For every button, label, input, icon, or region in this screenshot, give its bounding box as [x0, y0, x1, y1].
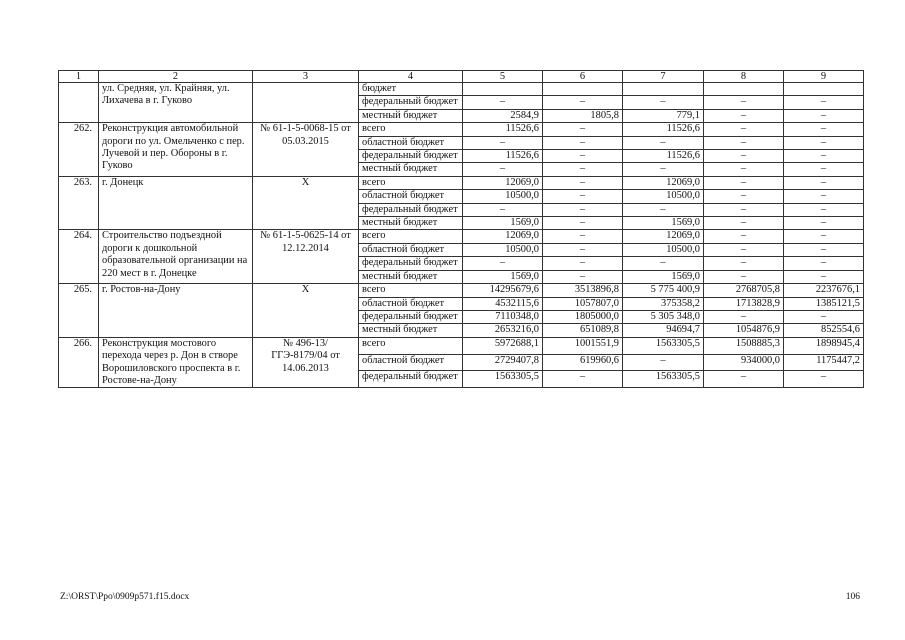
- row-number: 264.: [59, 230, 99, 284]
- amount-cell: 1569,0: [463, 270, 543, 283]
- amount-cell: –: [623, 163, 704, 176]
- amount-cell: 10500,0: [463, 190, 543, 203]
- row-number: 263.: [59, 176, 99, 230]
- amount-cell: –: [704, 203, 784, 216]
- amount-cell: –: [784, 150, 864, 163]
- column-header: 4: [359, 71, 463, 83]
- amount-cell: –: [784, 163, 864, 176]
- amount-cell: –: [784, 243, 864, 256]
- amount-cell: 1508885,3: [704, 337, 784, 354]
- amount-cell: –: [543, 123, 623, 136]
- approval-document: № 61-1-5-0068-15 от 05.03.2015: [253, 123, 359, 177]
- row-number: 265.: [59, 284, 99, 338]
- amount-cell: 4532115,6: [463, 297, 543, 310]
- amount-cell: 12069,0: [463, 230, 543, 243]
- funding-source: федеральный бюджет: [359, 257, 463, 270]
- funding-source: местный бюджет: [359, 270, 463, 283]
- amount-cell: 1054876,9: [704, 324, 784, 337]
- amount-cell: –: [623, 136, 704, 149]
- amount-cell: –: [704, 176, 784, 189]
- amount-cell: –: [704, 136, 784, 149]
- amount-cell: –: [463, 203, 543, 216]
- amount-cell: –: [543, 190, 623, 203]
- amount-cell: –: [704, 150, 784, 163]
- amount-cell: [704, 83, 784, 96]
- amount-cell: 1175447,2: [784, 354, 864, 371]
- amount-cell: –: [704, 371, 784, 388]
- funding-source: всего: [359, 123, 463, 136]
- funding-source: федеральный бюджет: [359, 96, 463, 109]
- funding-source: всего: [359, 176, 463, 189]
- amount-cell: 94694,7: [623, 324, 704, 337]
- amount-cell: –: [543, 163, 623, 176]
- funding-source: всего: [359, 337, 463, 354]
- column-header: 5: [463, 71, 543, 83]
- page-number: 106: [845, 592, 860, 602]
- amount-cell: 2237676,1: [784, 284, 864, 297]
- amount-cell: 1057807,0: [543, 297, 623, 310]
- amount-cell: 7110348,0: [463, 310, 543, 323]
- amount-cell: –: [784, 257, 864, 270]
- amount-cell: –: [704, 217, 784, 230]
- table-row: [59, 123, 864, 136]
- object-name: Реконструкция автомобильной дороги по ул. Омельченко с пер. Лучевой и пер. Обороны в г. Гуково: [99, 123, 253, 177]
- amount-cell: 1805000,0: [543, 310, 623, 323]
- amount-cell: 11526,6: [623, 123, 704, 136]
- amount-cell: –: [543, 176, 623, 189]
- object-name: Реконструкция мостового перехода через р. Дон в створе Ворошиловского проспекта в г. Ростове-на-Дону: [99, 337, 253, 388]
- amount-cell: 3513896,8: [543, 284, 623, 297]
- funding-source: всего: [359, 230, 463, 243]
- table-row: [59, 230, 864, 243]
- table-row: [59, 176, 864, 189]
- amount-cell: –: [784, 230, 864, 243]
- amount-cell: 2729407,8: [463, 354, 543, 371]
- table-row: [59, 337, 864, 354]
- funding-source: областной бюджет: [359, 190, 463, 203]
- amount-cell: 2768705,8: [704, 284, 784, 297]
- amount-cell: 934000,0: [704, 354, 784, 371]
- amount-cell: –: [704, 109, 784, 122]
- funding-source: федеральный бюджет: [359, 150, 463, 163]
- table-row: [59, 83, 864, 96]
- approval-document: № 496-13/ ГГЭ-8179/04 от 14.06.2013: [253, 337, 359, 388]
- amount-cell: 1569,0: [623, 217, 704, 230]
- amount-cell: 5 775 400,9: [623, 284, 704, 297]
- amount-cell: –: [463, 163, 543, 176]
- amount-cell: –: [784, 310, 864, 323]
- header-row: [59, 71, 864, 83]
- amount-cell: –: [704, 257, 784, 270]
- table-row: [59, 284, 864, 297]
- amount-cell: –: [784, 123, 864, 136]
- funding-source: федеральный бюджет: [359, 371, 463, 388]
- amount-cell: –: [784, 203, 864, 216]
- amount-cell: [784, 83, 864, 96]
- amount-cell: 2653216,0: [463, 324, 543, 337]
- amount-cell: 10500,0: [463, 243, 543, 256]
- column-header: 1: [59, 71, 99, 83]
- column-header: 6: [543, 71, 623, 83]
- amount-cell: –: [543, 150, 623, 163]
- column-header: 7: [623, 71, 704, 83]
- amount-cell: 14295679,6: [463, 284, 543, 297]
- amount-cell: –: [623, 354, 704, 371]
- amount-cell: –: [623, 203, 704, 216]
- funding-source: федеральный бюджет: [359, 203, 463, 216]
- amount-cell: 1563305,5: [623, 371, 704, 388]
- amount-cell: [463, 83, 543, 96]
- amount-cell: –: [543, 371, 623, 388]
- amount-cell: –: [704, 243, 784, 256]
- amount-cell: –: [463, 257, 543, 270]
- amount-cell: –: [704, 123, 784, 136]
- amount-cell: –: [543, 257, 623, 270]
- amount-cell: 1569,0: [463, 217, 543, 230]
- amount-cell: 1385121,5: [784, 297, 864, 310]
- amount-cell: 619960,6: [543, 354, 623, 371]
- amount-cell: 1563305,5: [623, 337, 704, 354]
- amount-cell: –: [543, 230, 623, 243]
- budget-table: [58, 70, 864, 388]
- amount-cell: 11526,6: [463, 150, 543, 163]
- amount-cell: –: [784, 217, 864, 230]
- amount-cell: 2584,9: [463, 109, 543, 122]
- amount-cell: [543, 83, 623, 96]
- amount-cell: –: [784, 96, 864, 109]
- funding-source: федеральный бюджет: [359, 310, 463, 323]
- funding-source: областной бюджет: [359, 243, 463, 256]
- amount-cell: 11526,6: [463, 123, 543, 136]
- object-name: г. Донецк: [99, 176, 253, 230]
- approval-document: № 61-1-5-0625-14 от 12.12.2014: [253, 230, 359, 284]
- amount-cell: –: [623, 96, 704, 109]
- funding-source: областной бюджет: [359, 297, 463, 310]
- object-name: ул. Средняя, ул. Крайняя, ул. Лихачева в г. Гуково: [99, 83, 253, 123]
- amount-cell: –: [543, 270, 623, 283]
- amount-cell: –: [463, 136, 543, 149]
- amount-cell: –: [784, 190, 864, 203]
- object-name: Строительство подъездной дороги к дошкольной образовательной организации на 220 мест в г. Донецке: [99, 230, 253, 284]
- approval-document: Х: [253, 176, 359, 230]
- amount-cell: –: [784, 371, 864, 388]
- amount-cell: –: [704, 190, 784, 203]
- funding-source: местный бюджет: [359, 324, 463, 337]
- table-body: [59, 71, 864, 388]
- amount-cell: –: [543, 136, 623, 149]
- row-number: 266.: [59, 337, 99, 388]
- column-header: 3: [253, 71, 359, 83]
- amount-cell: –: [543, 243, 623, 256]
- amount-cell: 1805,8: [543, 109, 623, 122]
- amount-cell: –: [704, 310, 784, 323]
- amount-cell: –: [704, 163, 784, 176]
- amount-cell: 12069,0: [623, 230, 704, 243]
- amount-cell: 5 305 348,0: [623, 310, 704, 323]
- amount-cell: –: [704, 230, 784, 243]
- amount-cell: 852554,6: [784, 324, 864, 337]
- amount-cell: 651089,8: [543, 324, 623, 337]
- funding-source: местный бюджет: [359, 217, 463, 230]
- object-name: г. Ростов-на-Дону: [99, 284, 253, 338]
- amount-cell: 10500,0: [623, 190, 704, 203]
- approval-document: [253, 83, 359, 123]
- amount-cell: –: [543, 96, 623, 109]
- funding-source: областной бюджет: [359, 354, 463, 371]
- row-number: 262.: [59, 123, 99, 177]
- amount-cell: –: [623, 257, 704, 270]
- amount-cell: 1001551,9: [543, 337, 623, 354]
- amount-cell: 11526,6: [623, 150, 704, 163]
- amount-cell: –: [784, 136, 864, 149]
- funding-source: областной бюджет: [359, 136, 463, 149]
- amount-cell: 12069,0: [623, 176, 704, 189]
- funding-source: местный бюджет: [359, 109, 463, 122]
- row-number: [59, 83, 99, 123]
- amount-cell: [623, 83, 704, 96]
- column-header: 8: [704, 71, 784, 83]
- funding-source: местный бюджет: [359, 163, 463, 176]
- funding-source: бюджет: [359, 83, 463, 96]
- column-header: 2: [99, 71, 253, 83]
- amount-cell: 12069,0: [463, 176, 543, 189]
- amount-cell: –: [704, 270, 784, 283]
- amount-cell: 10500,0: [623, 243, 704, 256]
- column-header: 9: [784, 71, 864, 83]
- amount-cell: –: [784, 270, 864, 283]
- amount-cell: 1713828,9: [704, 297, 784, 310]
- amount-cell: –: [704, 96, 784, 109]
- amount-cell: –: [543, 203, 623, 216]
- amount-cell: 375358,2: [623, 297, 704, 310]
- amount-cell: –: [784, 176, 864, 189]
- amount-cell: 779,1: [623, 109, 704, 122]
- amount-cell: 5972688,1: [463, 337, 543, 354]
- amount-cell: –: [543, 217, 623, 230]
- amount-cell: 1569,0: [623, 270, 704, 283]
- amount-cell: –: [463, 96, 543, 109]
- funding-source: всего: [359, 284, 463, 297]
- amount-cell: –: [784, 109, 864, 122]
- amount-cell: 1898945,4: [784, 337, 864, 354]
- file-path: Z:\ORST\Ppo\0909p571.f15.docx: [60, 592, 190, 602]
- approval-document: Х: [253, 284, 359, 338]
- amount-cell: 1563305,5: [463, 371, 543, 388]
